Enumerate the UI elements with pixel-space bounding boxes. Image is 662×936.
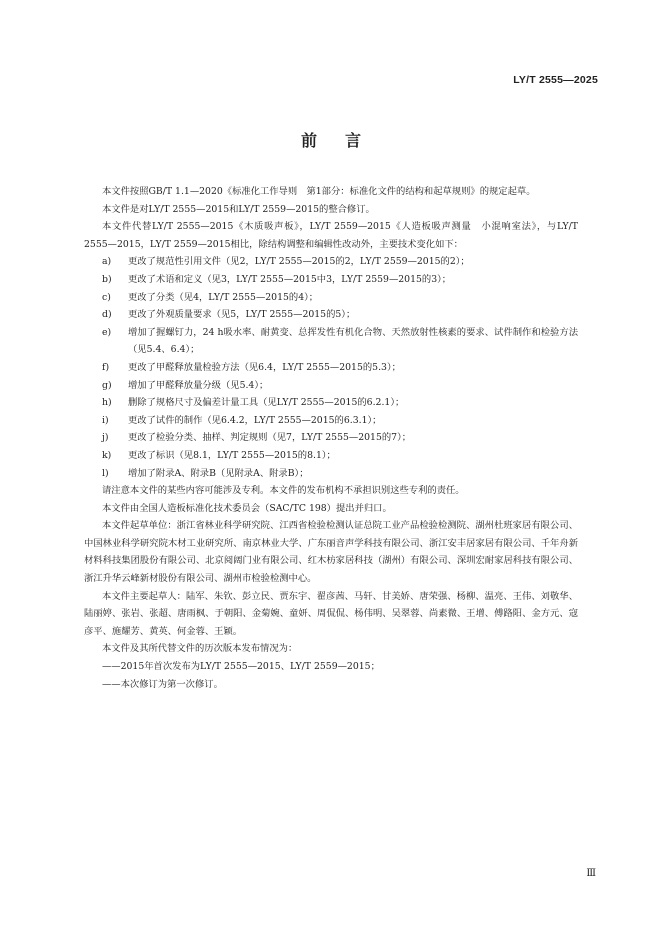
drafting-organizations: 本文件起草单位：浙江省林业科学研究院、江西省检验检测认证总院工业产品检验检测院、湖州杜班家居有限公司、中国林业科学研究院木材工业研究所、南京林业大学、广东丽音声学科技有限公司、浙江安丰居家居有限公司、千年舟新材料科技集团股份有限公司、北京阅阔门业有限公司、红木枋家居科技（湖州）有限公司、深圳宏耐家居科技有限公司、浙江升华云峰新材股份有限公司、湖州市检验检测中心。 (84, 520, 578, 585)
paragraph: 本文件代替LY/T 2555—2015《木质吸声板》，LY/T 2559—2015《人造板吸声测量 小混响室法》，与LY/T 2555—2015，LY/T 2559—2015相比，除结构调整和编辑性改动外，主要技术变化如下： (84, 221, 578, 250)
paragraph: 本文件按照GB/T 1.1—2020《标准化工作导则 第1部分：标准化文件的结构和起草规则》的规定起草。 (102, 186, 536, 197)
list-item-label: f) (102, 361, 110, 373)
list-item-label: l) (102, 467, 109, 479)
list-item-text: 更改了甲醛释放量检验方法（见6.4，LY/T 2555—2015的5.3）； (128, 361, 401, 373)
paragraph: 本文件是对LY/T 2555—2015和LY/T 2559—2015的整合修订。 (102, 203, 375, 215)
list-item-text: 增加了附录A、附录B（见附录A、附录B）； (128, 467, 309, 479)
foreword-body (84, 183, 578, 693)
list-item (84, 429, 578, 447)
list-item-text: 更改了术语和定义（见3，LY/T 2555—2015中3，LY/T 2559—2015的3）； (128, 273, 452, 285)
list-item (84, 306, 578, 324)
list-item (84, 324, 578, 359)
list-item-label: g) (102, 379, 112, 391)
list-item-text: 更改了检验分类、抽样、判定规则（见7，LY/T 2555—2015的7）； (128, 432, 412, 444)
list-item-text: 删除了规格尺寸及偏差计量工具（见LY/T 2555—2015的6.2.1）； (128, 397, 405, 409)
list-item-text: 更改了外观质量要求（见5，LY/T 2555—2015的5）； (128, 309, 356, 321)
list-item (84, 394, 578, 412)
list-item-label: e) (102, 326, 112, 338)
list-item-text: 更改了分类（见4，LY/T 2555—2015的4）； (128, 291, 319, 303)
list-item (84, 253, 578, 271)
list-item (84, 412, 578, 430)
list-item (84, 447, 578, 465)
list-item-label: c) (102, 291, 111, 303)
page-number: Ⅲ (586, 868, 596, 879)
list-item-text: 增加了握螺钉力，24 h吸水率、耐黄变、总挥发性有机化合物、天然放射性核素的要求、试件制作和检验方法（见5.4、6.4）； (128, 326, 578, 356)
list-item-text: 增加了甲醛释放量分级（见5.4）； (128, 379, 269, 391)
list-item (84, 465, 578, 483)
list-item-label: b) (102, 273, 112, 285)
list-item (84, 377, 578, 395)
drafters: 本文件主要起草人：陆军、朱钦、彭立民、贾东宇、翟彦茜、马轩、甘美娇、唐荣强、杨柳、温亮、王伟、刘敬华、陆丽婷、张岩、张超、唐雨枫、于朝阳、金菊婉、童妍、周侃侃、杨伟明、吴翠蓉、尚素微、王增、傅路阳、金方元、寇彦平、施耀芳、黄英、何金蓉、王颖。 (84, 590, 578, 637)
list-item (84, 359, 578, 377)
standard-number: LY/T 2555—2025 (513, 74, 598, 86)
list-item-text: 更改了试件的制作（见6.4.2，LY/T 2555—2015的6.3.1）； (128, 414, 382, 426)
list-item (84, 289, 578, 307)
list-item-label: i) (102, 414, 109, 426)
list-item-label: k) (102, 449, 112, 461)
history-intro: 本文件及其所代替文件的历次版本发布情况为： (102, 643, 298, 655)
committee-statement: 本文件由全国人造板标准化技术委员会（SAC/TC 198）提出并归口。 (102, 502, 392, 514)
history-item: ——本次修订为第一次修订。 (102, 678, 223, 690)
list-item-label: a) (102, 256, 112, 268)
list-item (84, 271, 578, 289)
history-item: ——2015年首次发布为LY/T 2555—2015、LY/T 2559—2015； (102, 661, 380, 673)
list-item-label: d) (102, 309, 112, 321)
page-title: 前言 (300, 131, 389, 150)
list-item-label: h) (102, 397, 112, 409)
patent-notice: 请注意本文件的某些内容可能涉及专利。本文件的发布机构不承担识别这些专利的责任。 (102, 485, 465, 497)
list-item-label: j) (102, 432, 109, 444)
list-item-text: 更改了规范性引用文件（见2，LY/T 2555—2015的2，LY/T 2559—2015的2）； (128, 256, 470, 268)
list-item-text: 更改了标识（见8.1，LY/T 2555—2015的8.1）； (128, 449, 336, 461)
